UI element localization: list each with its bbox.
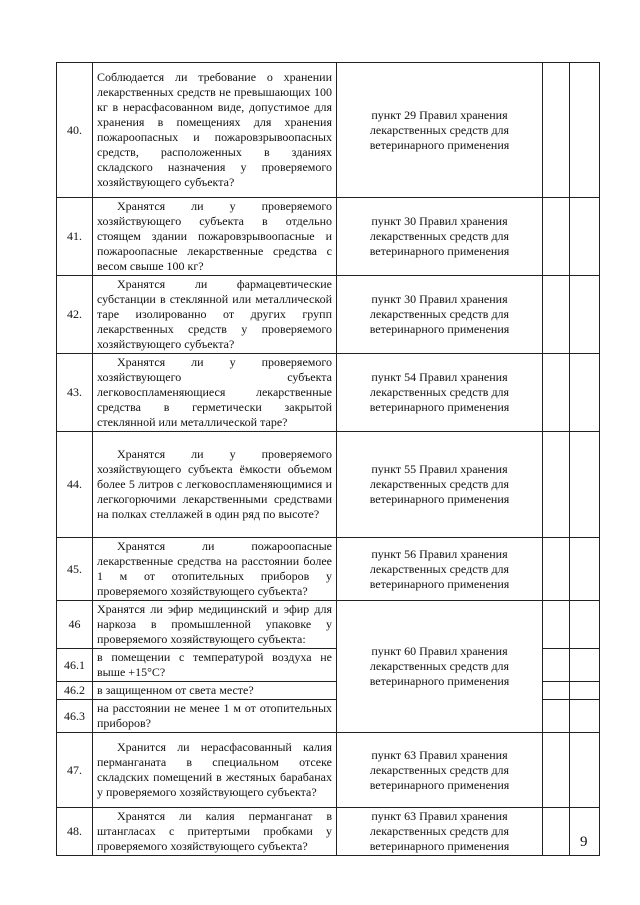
note-cell — [570, 700, 600, 733]
row-number: 43. — [57, 354, 93, 432]
note-cell — [570, 538, 600, 601]
reference-text: пункт 29 Правил хранения лекарственных средств для ветеринарного применения — [337, 63, 543, 198]
row-number: 46.1 — [57, 649, 93, 682]
note-cell — [570, 649, 600, 682]
question-text: Хранятся ли фармацевтические субстанции в стеклянной или металлической таре изолированно от других групп лекарственных средств у проверяемого хозяйствующего субъекта? — [93, 276, 337, 354]
table-row — [57, 63, 600, 198]
question-text: Хранятся ли у проверяемого хозяйствующего субъекта легковоспламеняющиеся лекарственные средства в герметически закрытой стеклянной или металлической таре? — [93, 354, 337, 432]
question-text: Хранятся ли калия перманганат в штангласах с притертыми пробками у проверяемого хозяйствующего субъекта? — [93, 808, 337, 856]
answer-cell — [543, 198, 570, 276]
table-row — [57, 432, 600, 538]
row-number: 46.3 — [57, 700, 93, 733]
row-number: 44. — [57, 432, 93, 538]
note-cell — [570, 601, 600, 649]
note-cell — [570, 682, 600, 700]
answer-cell — [543, 538, 570, 601]
reference-text: пункт 30 Правил хранения лекарственных средств для ветеринарного применения — [337, 276, 543, 354]
table-row — [57, 601, 600, 649]
row-number: 47. — [57, 733, 93, 808]
row-number: 42. — [57, 276, 93, 354]
table-row — [57, 354, 600, 432]
reference-text: пункт 63 Правил хранения лекарственных средств для ветеринарного применения — [337, 808, 543, 856]
reference-text: пункт 54 Правил хранения лекарственных средств для ветеринарного применения — [337, 354, 543, 432]
note-cell — [570, 276, 600, 354]
question-text: в защищенном от света месте? — [93, 682, 337, 700]
checklist-table — [56, 62, 600, 856]
answer-cell — [543, 601, 570, 649]
note-cell — [570, 354, 600, 432]
reference-text: пункт 30 Правил хранения лекарственных средств для ветеринарного применения — [337, 198, 543, 276]
answer-cell — [543, 700, 570, 733]
row-number: 46 — [57, 601, 93, 649]
page-number: 9 — [580, 834, 588, 850]
reference-text: пункт 55 Правил хранения лекарственных средств для ветеринарного применения — [337, 432, 543, 538]
answer-cell — [543, 354, 570, 432]
question-text: Хранится ли нерасфасованный калия перманганата в специальном отсеке складских помещений в жестяных барабанах у проверяемого хозяйствующего субъекта? — [93, 733, 337, 808]
question-text: Хранятся ли эфир медицинский и эфир для наркоза в промышленной упаковке у проверяемого хозяйствующего субъекта: — [93, 601, 337, 649]
answer-cell — [543, 808, 570, 856]
row-number: 40. — [57, 63, 93, 198]
question-text: на расстоянии не менее 1 м от отопительных приборов? — [93, 700, 337, 733]
note-cell — [570, 432, 600, 538]
table-row — [57, 733, 600, 808]
question-text: Хранятся ли у проверяемого хозяйствующего субъекта ёмкости объемом более 5 литров с легковоспламеняющимися и легкогорючими лекарственными средствами на полках стеллажей в один ряд по высоте? — [93, 432, 337, 538]
row-number: 46.2 — [57, 682, 93, 700]
row-number: 45. — [57, 538, 93, 601]
table-row — [57, 808, 600, 856]
note-cell — [570, 733, 600, 808]
table-row — [57, 198, 600, 276]
answer-cell — [543, 432, 570, 538]
note-cell — [570, 63, 600, 198]
reference-text: пункт 63 Правил хранения лекарственных средств для ветеринарного применения — [337, 733, 543, 808]
reference-text: пункт 56 Правил хранения лекарственных средств для ветеринарного применения — [337, 538, 543, 601]
answer-cell — [543, 63, 570, 198]
note-cell — [570, 198, 600, 276]
row-number: 48. — [57, 808, 93, 856]
answer-cell — [543, 733, 570, 808]
question-text: Соблюдается ли требование о хранении лекарственных средств не превышающих 100 кг в нерасфасованном виде, допустимое для хранения в помещениях для хранения пожароопасных и пожаровзрывоопасных средств, расположенных в зданиях складского назначения у проверяемого хозяйствующего субъекта? — [93, 63, 337, 198]
answer-cell — [543, 682, 570, 700]
question-text: в помещении с температурой воздуха не выше +15°C? — [93, 649, 337, 682]
reference-text: пункт 60 Правил хранения лекарственных средств для ветеринарного применения — [337, 601, 543, 733]
table-row — [57, 276, 600, 354]
question-text: Хранятся ли у проверяемого хозяйствующего субъекта в отдельно стоящем здании пожаровзрывоопасные и пожароопасные лекарственные средства с весом свыше 100 кг? — [93, 198, 337, 276]
table-row — [57, 538, 600, 601]
answer-cell — [543, 649, 570, 682]
question-text: Хранятся ли пожароопасные лекарственные средства на расстоянии более 1 м от отопительных приборов у проверяемого хозяйствующего субъекта? — [93, 538, 337, 601]
row-number: 41. — [57, 198, 93, 276]
answer-cell — [543, 276, 570, 354]
